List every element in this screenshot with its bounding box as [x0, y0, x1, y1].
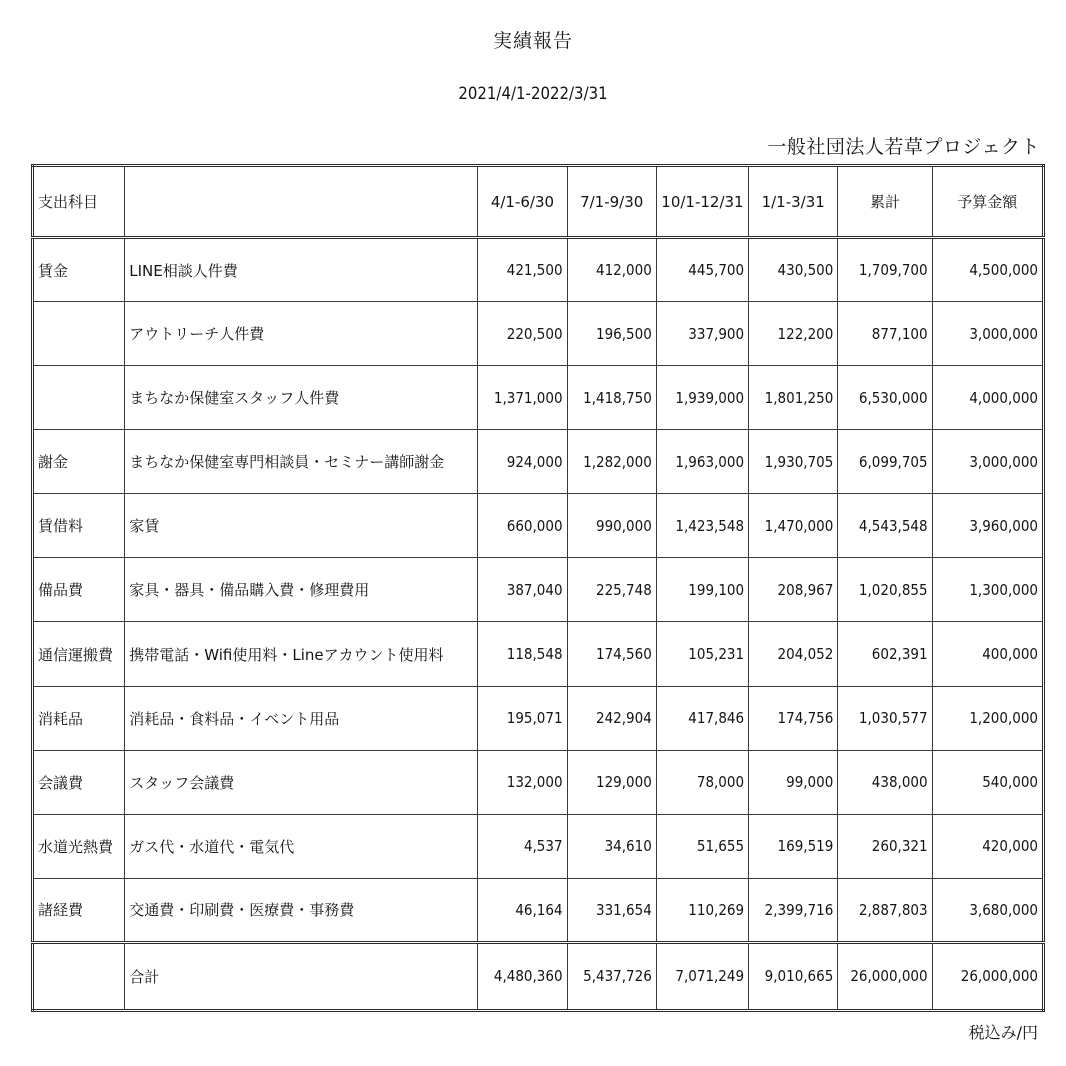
cell-q3: 445,700 [656, 238, 748, 302]
table-row [33, 558, 1044, 622]
table-row [33, 366, 1044, 430]
cell-category: 諸経費 [33, 878, 125, 942]
cell-q3: 105,231 [656, 622, 748, 686]
cell-cumulative: 6,530,000 [838, 366, 932, 430]
cell-q2: 1,418,750 [567, 366, 656, 430]
organization-name: 一般社団法人若草プロジェクト [767, 136, 1040, 158]
table-body [33, 238, 1044, 1011]
cell-category: 賃借料 [33, 494, 125, 558]
header-budget: 予算金額 [932, 166, 1043, 238]
cell-q1: 660,000 [478, 494, 567, 558]
cell-budget: 3,000,000 [932, 430, 1043, 494]
cell-q4: 430,500 [749, 238, 838, 302]
cell-item: LINE相談人件費 [125, 238, 478, 302]
cell-cumulative: 1,709,700 [838, 238, 932, 302]
cell-q2: 129,000 [567, 750, 656, 814]
cell-budget: 4,500,000 [932, 238, 1043, 302]
cell-item: 家具・器具・備品購入費・修理費用 [125, 558, 478, 622]
cell-q2: 34,610 [567, 814, 656, 878]
header-row [33, 166, 1044, 238]
cell-q4: 208,967 [749, 558, 838, 622]
table-row [33, 814, 1044, 878]
header-q3: 10/1-12/31 [656, 166, 748, 238]
cell-cumulative: 260,321 [838, 814, 932, 878]
cell-item: アウトリーチ人件費 [125, 302, 478, 366]
cell-q3: 199,100 [656, 558, 748, 622]
cell-q2: 225,748 [567, 558, 656, 622]
cell-q2: 1,282,000 [567, 430, 656, 494]
cell-item: ガス代・水道代・電気代 [125, 814, 478, 878]
table-row [33, 494, 1044, 558]
cell-q1: 46,164 [478, 878, 567, 942]
header-item [125, 166, 478, 238]
cell-q1: 421,500 [478, 238, 567, 302]
cell-q3: 78,000 [656, 750, 748, 814]
cell-cumulative: 2,887,803 [838, 878, 932, 942]
cell-budget: 3,680,000 [932, 878, 1043, 942]
cell-q4: 2,399,716 [749, 878, 838, 942]
cell-q1: 924,000 [478, 430, 567, 494]
cell-item: まちなか保健室専門相談員・セミナー講師謝金 [125, 430, 478, 494]
cell-q3: 51,655 [656, 814, 748, 878]
cell-cumulative: 438,000 [838, 750, 932, 814]
cell-cumulative: 4,543,548 [838, 494, 932, 558]
cell-cumulative: 602,391 [838, 622, 932, 686]
total-row [33, 942, 1044, 1010]
cell-q4: 99,000 [749, 750, 838, 814]
cell-cumulative: 877,100 [838, 302, 932, 366]
table-row [33, 686, 1044, 750]
cell-item: 携帯電話・Wifi使用料・Lineアカウント使用料 [125, 622, 478, 686]
cell-q4: 174,756 [749, 686, 838, 750]
cell-item: まちなか保健室スタッフ人件費 [125, 366, 478, 430]
document-title: 実績報告 [492, 30, 573, 52]
cell-budget: 420,000 [932, 814, 1043, 878]
cell-category: 備品費 [33, 558, 125, 622]
cell-q1: 1,371,000 [478, 366, 567, 430]
cell-q3: 110,269 [656, 878, 748, 942]
table-row [33, 878, 1044, 942]
cell-cumulative: 6,099,705 [838, 430, 932, 494]
cell-q3: 7,071,249 [656, 942, 748, 1010]
cell-budget: 3,000,000 [932, 302, 1043, 366]
cell-q2: 242,904 [567, 686, 656, 750]
cell-q3: 1,963,000 [656, 430, 748, 494]
cell-q4: 1,470,000 [749, 494, 838, 558]
cell-budget: 400,000 [932, 622, 1043, 686]
table-row [33, 238, 1044, 302]
report-period: 2021/4/1-2022/3/31 [458, 84, 608, 104]
table-row [33, 622, 1044, 686]
cell-item: スタッフ会議費 [125, 750, 478, 814]
cell-q3: 417,846 [656, 686, 748, 750]
header-q4: 1/1-3/31 [749, 166, 838, 238]
cell-item: 家賃 [125, 494, 478, 558]
cell-category [33, 366, 125, 430]
header-q2: 7/1-9/30 [567, 166, 656, 238]
cell-q3: 337,900 [656, 302, 748, 366]
cell-q2: 331,654 [567, 878, 656, 942]
cell-q1: 195,071 [478, 686, 567, 750]
cell-cumulative: 1,020,855 [838, 558, 932, 622]
cell-q2: 174,560 [567, 622, 656, 686]
header-category: 支出科目 [33, 166, 125, 238]
cell-category: 水道光熱費 [33, 814, 125, 878]
cell-item: 消耗品・食料品・イベント用品 [125, 686, 478, 750]
cell-category [33, 942, 125, 1010]
cell-q1: 132,000 [478, 750, 567, 814]
table-row [33, 302, 1044, 366]
cell-q4: 122,200 [749, 302, 838, 366]
expense-report-table [31, 164, 1045, 1012]
cell-item: 交通費・印刷費・医療費・事務費 [125, 878, 478, 942]
cell-category: 会議費 [33, 750, 125, 814]
cell-item: 合計 [125, 942, 478, 1010]
cell-q4: 9,010,665 [749, 942, 838, 1010]
cell-budget: 540,000 [932, 750, 1043, 814]
cell-q2: 412,000 [567, 238, 656, 302]
cell-q2: 196,500 [567, 302, 656, 366]
header-cumulative: 累計 [838, 166, 932, 238]
cell-budget: 3,960,000 [932, 494, 1043, 558]
table-row [33, 750, 1044, 814]
cell-cumulative: 26,000,000 [838, 942, 932, 1010]
cell-q4: 1,930,705 [749, 430, 838, 494]
cell-category: 通信運搬費 [33, 622, 125, 686]
cell-budget: 1,200,000 [932, 686, 1043, 750]
cell-category: 賃金 [33, 238, 125, 302]
cell-cumulative: 1,030,577 [838, 686, 932, 750]
cell-category: 消耗品 [33, 686, 125, 750]
cell-q1: 4,480,360 [478, 942, 567, 1010]
unit-note: 税込み/円 [968, 1023, 1038, 1042]
cell-category: 謝金 [33, 430, 125, 494]
cell-q1: 118,548 [478, 622, 567, 686]
cell-q3: 1,423,548 [656, 494, 748, 558]
cell-budget: 1,300,000 [932, 558, 1043, 622]
cell-q1: 220,500 [478, 302, 567, 366]
cell-q2: 990,000 [567, 494, 656, 558]
cell-q2: 5,437,726 [567, 942, 656, 1010]
table-row [33, 430, 1044, 494]
header-q1: 4/1-6/30 [478, 166, 567, 238]
cell-budget: 26,000,000 [932, 942, 1043, 1010]
cell-category [33, 302, 125, 366]
cell-q4: 169,519 [749, 814, 838, 878]
cell-q4: 204,052 [749, 622, 838, 686]
cell-q3: 1,939,000 [656, 366, 748, 430]
cell-q1: 387,040 [478, 558, 567, 622]
cell-q4: 1,801,250 [749, 366, 838, 430]
cell-budget: 4,000,000 [932, 366, 1043, 430]
cell-q1: 4,537 [478, 814, 567, 878]
